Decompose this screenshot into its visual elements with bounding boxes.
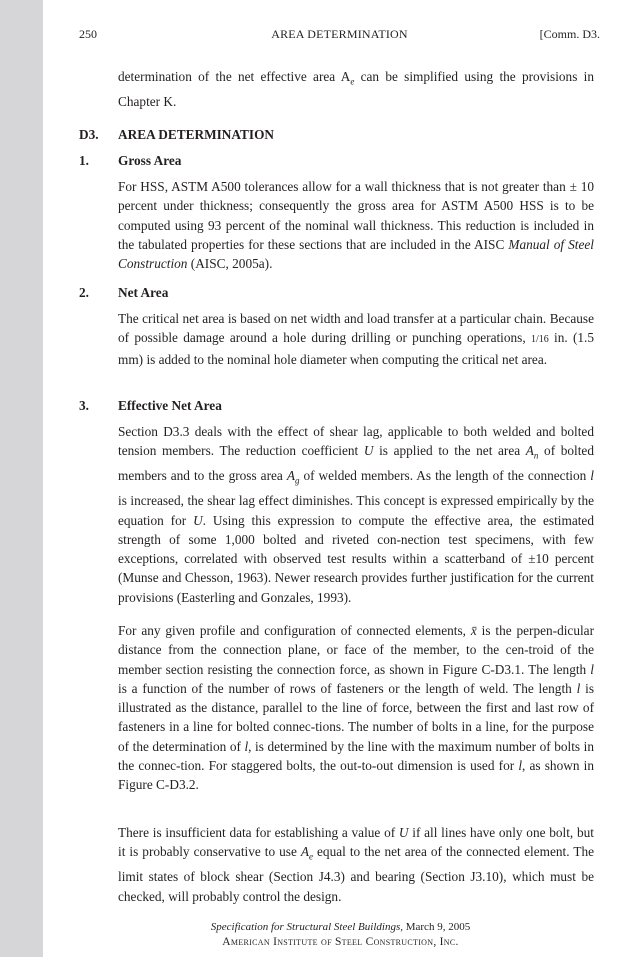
subsection-title: Net Area [118, 285, 169, 300]
var-A: A [300, 844, 310, 860]
text-run: equal to the net area of the connected element. The limit states of block shear (Section J4.3) and bearing (Section J3.10), which must be checked, will probably control the design. [118, 844, 594, 904]
var-l: l [590, 468, 594, 484]
fraction: 1/16 [530, 334, 549, 346]
text-run: is a function of the number of rows of fasteners or the length of weld. The length [118, 680, 577, 696]
section-number: D3. [79, 127, 99, 142]
var-sub: e [309, 851, 314, 862]
text-run: is increased, the shear lag effect diminishes. This concept is expressed empirically by the equation for [118, 493, 594, 528]
text-run: of welded members. As the length of the connection [299, 468, 591, 484]
page-number: 250 [79, 27, 97, 41]
var-U: U [193, 512, 203, 528]
running-section: [Comm. D3. [539, 27, 600, 41]
document-page [43, 0, 638, 957]
text-run: is the perpen-dicular distance from the connection plane, or face of the member, to the cen-troid of the member section resisting the connection force, as shown in Figure C-D3.1. The length [118, 623, 595, 677]
intro-text: determination of the net effective area A [118, 69, 351, 84]
text-run: For any given profile and configuration of connected elements, [118, 623, 471, 638]
running-title: AREA DETERMINATION [271, 27, 408, 41]
footer-spec-title: Specification for Structural Steel Buildings, [210, 921, 403, 933]
var-l: l [244, 738, 249, 754]
manual-title: Manual of Steel Construction [118, 236, 594, 272]
page-footer [43, 920, 638, 950]
running-head [79, 27, 600, 41]
var-sub: n [533, 450, 539, 461]
text-run: The critical net area is based on net width and load transfer at a particular chain. Because of possible damage around a hole during drilling or punching operations, [118, 311, 594, 346]
text-run: . Using this expression to compute the effective area, the estimated strength of some 1,000 bolted and riveted con-nection test specimens, with few exceptions, correlated with observed test results within a scatterband of ±10 percent (Munse and Chesson, 1963). Newer research provides further justification for the current provisions (Easterling and Gonzales, 1993). [118, 512, 594, 605]
text-run: (AISC, 2005a). [187, 256, 273, 272]
net-area-paragraph [118, 309, 594, 369]
intro-text-2: can be simplified using the provisions in Chapter K. [118, 69, 594, 109]
var-A: A [286, 468, 295, 484]
text-run: For HSS, ASTM A500 tolerances allow for a wall thickness that is not greater than ± 10 percent under thickness; consequently the gross area for ASTM A500 HSS is to be computed using 93 percent of the nominal wall thickness. This reduction is included in the tabulated properties for these sections that are included in the AISC [118, 179, 594, 252]
var-l: l [590, 661, 594, 677]
text-run: is illustrated as the distance, parallel to the line of force, between the first and last row of fasteners in a line for bolted connec-tions. The number of bolts in a line, for the purpose of the determination of [118, 680, 594, 754]
intro-paragraph [118, 67, 594, 111]
footer-publisher: American Institute of Steel Construction, Inc. [222, 936, 459, 948]
text-run: Section D3.3 deals with the effect of shear lag, applicable to both welded and bolted tension members. The reduction coefficient [118, 424, 594, 459]
text-run: in. (1.5 mm) is added to the nominal hole diameter when computing the critical net area. [118, 330, 594, 367]
var-l: l [576, 680, 581, 696]
subsection-number: 2. [79, 285, 89, 300]
page-gutter [0, 0, 43, 957]
gross-area-paragraph [118, 177, 594, 273]
subsection-number: 1. [79, 153, 89, 168]
var-l: l [518, 758, 523, 774]
var-U: U [398, 825, 409, 840]
effective-net-area-paragraph-1 [118, 422, 594, 607]
var-sub: g [294, 475, 300, 486]
subsection-title: Gross Area [118, 153, 182, 168]
text-run: , as shown in Figure C-D3.2. [118, 758, 594, 793]
text-run: of bolted members and to the gross area [118, 443, 594, 484]
intro-sub: e [350, 76, 355, 87]
var-U: U [363, 443, 374, 459]
effective-net-area-paragraph-2 [118, 621, 594, 795]
text-run: , is determined by the line with the maximum number of bolts in the connec-tion. For staggered bolts, the out-to-out dimension is used for [118, 738, 595, 774]
section-title: AREA DETERMINATION [118, 127, 275, 142]
subsection-title: Effective Net Area [118, 398, 222, 413]
text-run: is applied to the net area [373, 443, 526, 459]
text-run: if all lines have only one bolt, but it is probably conservative to use [118, 825, 594, 860]
var-xbar: x̄ [470, 623, 477, 638]
text-run: There is insufficient data for establishing a value of [118, 825, 399, 840]
var-A: A [525, 443, 534, 459]
footer-date: March 9, 2005 [402, 921, 471, 933]
effective-net-area-paragraph-3 [118, 823, 594, 906]
subsection-number: 3. [79, 398, 89, 413]
